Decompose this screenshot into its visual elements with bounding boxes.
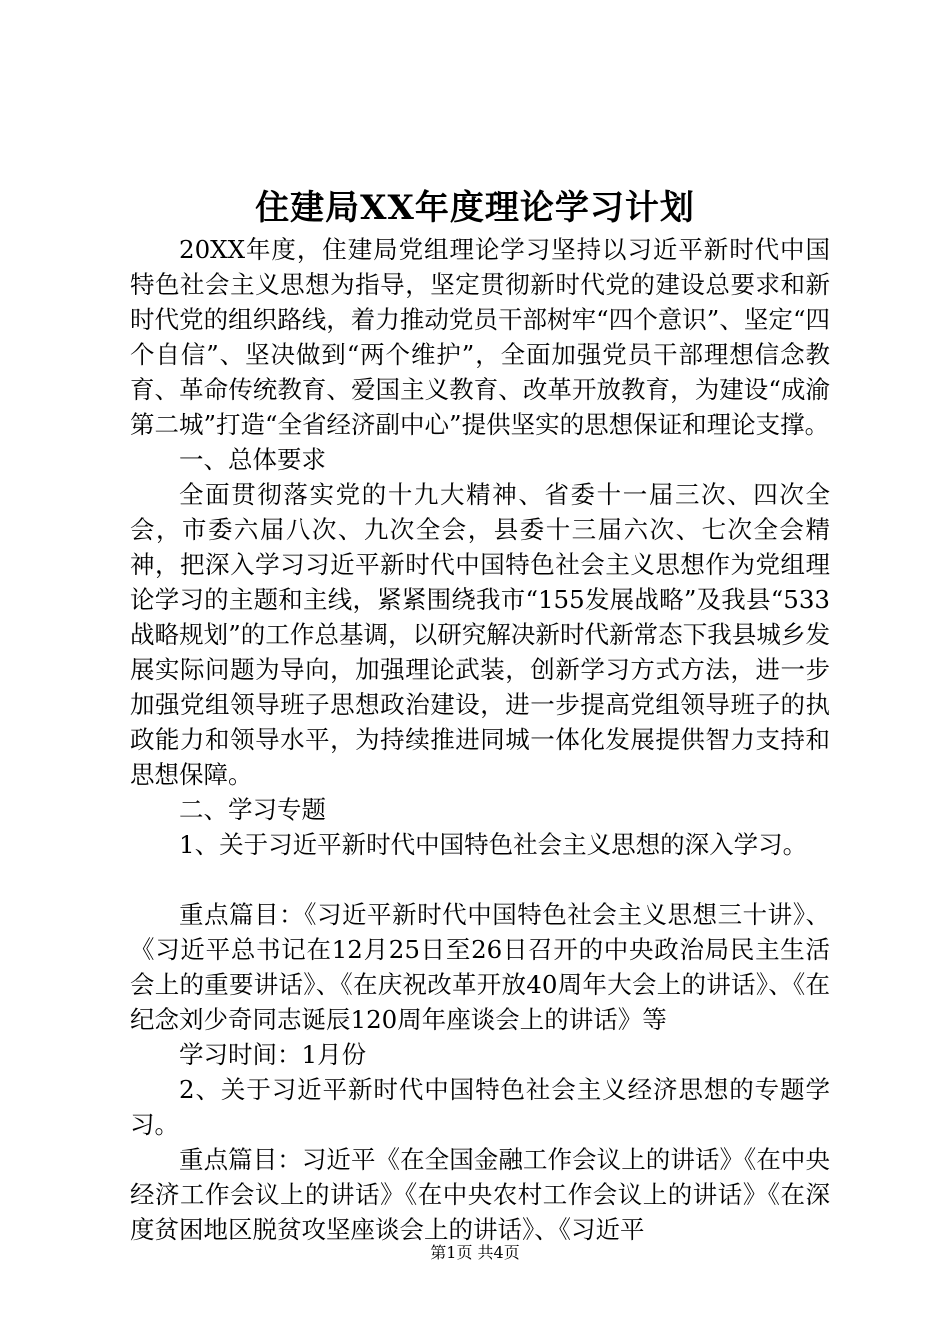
- general-requirements-paragraph: 全面贯彻落实党的十九大精神、省委十一届三次、四次全会，市委六届八次、九次全会，县委十三届六次、七次全会精神，把深入学习习近平新时代中国特色社会主义思想作为党组理论学习的主题和主线，紧紧围绕我市“155发展战略”及我县“533战略规划”的工作总基调，以研究解决新时代新常态下我县城乡发展实际问题为导向，加强理论武装，创新学习方式方法，进一步加强党组领导班子思想政治建设，进一步提高党组领导班子的执政能力和领导水平，为持续推进同城一体化发展提供智力支持和思想保障。: [130, 480, 830, 789]
- topic-2-heading: 2、关于习近平新时代中国特色社会主义经济思想的专题学习。: [130, 1075, 830, 1139]
- topic-1-study-time: 学习时间：1月份: [179, 1040, 367, 1069]
- topic-1-key-readings: 重点篇目：《习近平新时代中国特色社会主义思想三十讲》、《习近平总书记在12月25日至26日召开的中央政治局民主生活会上的重要讲话》、《在庆祝改革开放40周年大会上的讲话》、《在纪念刘少奇同志诞辰120周年座谈会上的讲话》等: [130, 900, 830, 1034]
- document-title: 住建局XX年度理论学习计划: [255, 188, 695, 228]
- topic-2-key-readings: 重点篇目：习近平《在全国金融工作会议上的讲话》《在中央经济工作会议上的讲话》《在中央农村工作会议上的讲话》《在深度贫困地区脱贫攻坚座谈会上的讲话》、《习近平: [130, 1145, 830, 1244]
- intro-paragraph: 20XX年度，住建局党组理论学习坚持以习近平新时代中国特色社会主义思想为指导，坚定贯彻新时代党的建设总要求和新时代党的组织路线，着力推动党员干部树牢“四个意识”、坚定“四个自信”、坚决做到“两个维护”，全面加强党员干部理想信念教育、革命传统教育、爱国主义教育、改革开放教育，为建设“成渝第二城”打造“全省经济副中心”提供坚实的思想保证和理论支撑。: [130, 235, 830, 439]
- section-heading-general-requirements: 一、总体要求: [179, 445, 326, 474]
- page-number-footer: 第1页 共4页: [430, 1243, 520, 1262]
- section-heading-study-topics: 二、学习专题: [179, 795, 326, 824]
- topic-1-heading: 1、关于习近平新时代中国特色社会主义思想的深入学习。: [179, 830, 808, 859]
- document-body: [130, 232, 830, 1247]
